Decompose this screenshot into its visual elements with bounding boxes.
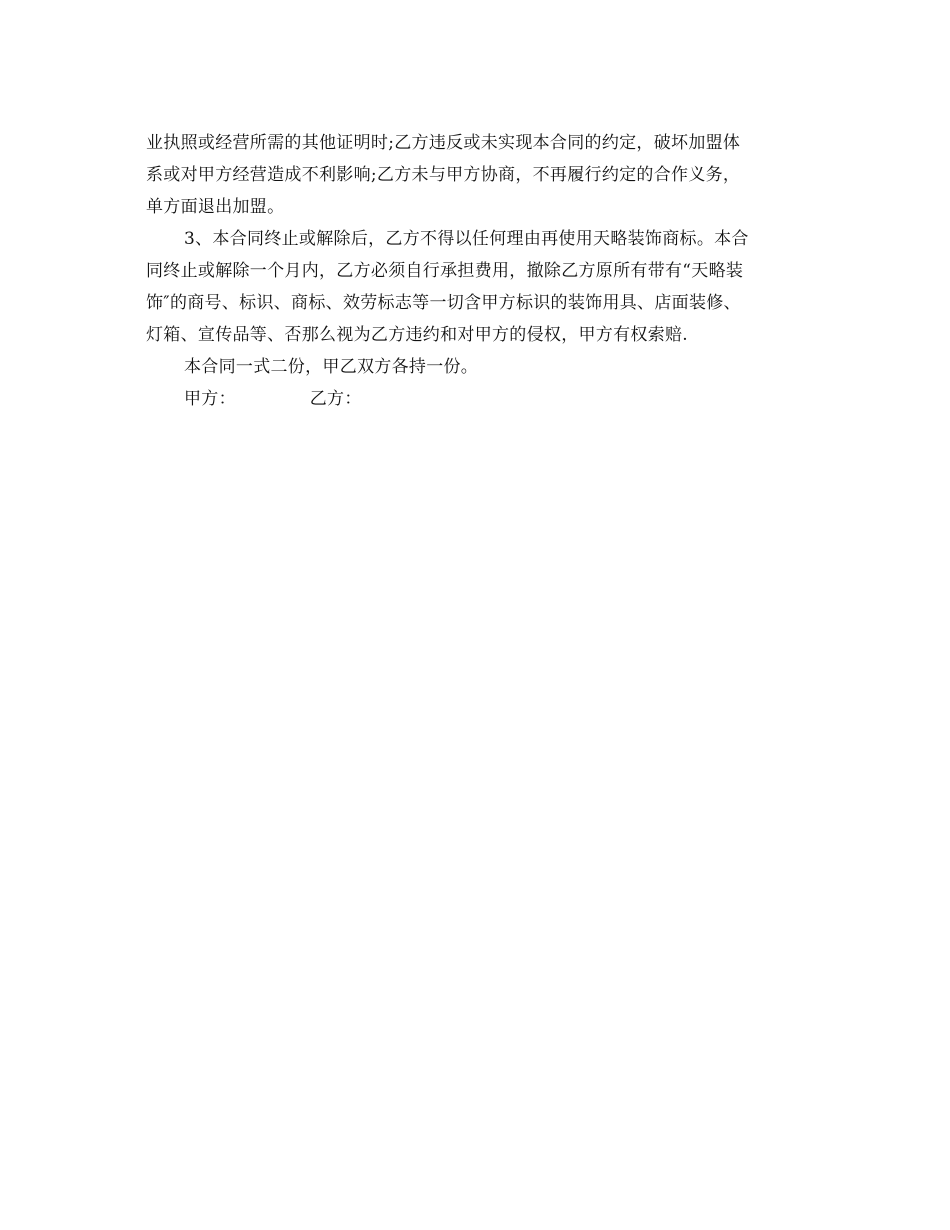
text-line: 本合同一式二份，甲乙双方各持一份。 xyxy=(184,357,479,377)
text-line: 同终止或解除一个月内，乙方必须自行承担费用，撤除乙方原所有带有“天略装 xyxy=(146,261,744,281)
document-body xyxy=(146,127,806,415)
text-line: 单方面退出加盟。 xyxy=(146,197,285,217)
signature-row xyxy=(146,383,806,415)
text-line: 3、本合同终止或解除后，乙方不得以任何理由再使用天略装饰商标。本合 xyxy=(184,229,749,249)
paragraph-clause-3 xyxy=(146,223,806,351)
text-line: 饰″的商号、标识、商标、效劳标志等一切含甲方标识的装饰用具、店面装修、 xyxy=(146,293,741,313)
text-line: 业执照或经营所需的其他证明时;乙方违反或未实现本合同的约定，破坏加盟体 xyxy=(146,133,741,153)
paragraph-copies xyxy=(146,351,806,383)
party-b-label: 乙方： xyxy=(309,389,362,409)
paragraph-termination-conditions xyxy=(146,127,806,223)
text-line: 系或对甲方经营造成不利影响;乙方未与甲方协商，不再履行约定的合作义务， xyxy=(146,165,741,185)
party-a-label: 甲方： xyxy=(184,389,236,409)
text-line: 灯箱、宣传品等、否那么视为乙方违约和对甲方的侵权，甲方有权索赔. xyxy=(146,325,689,345)
